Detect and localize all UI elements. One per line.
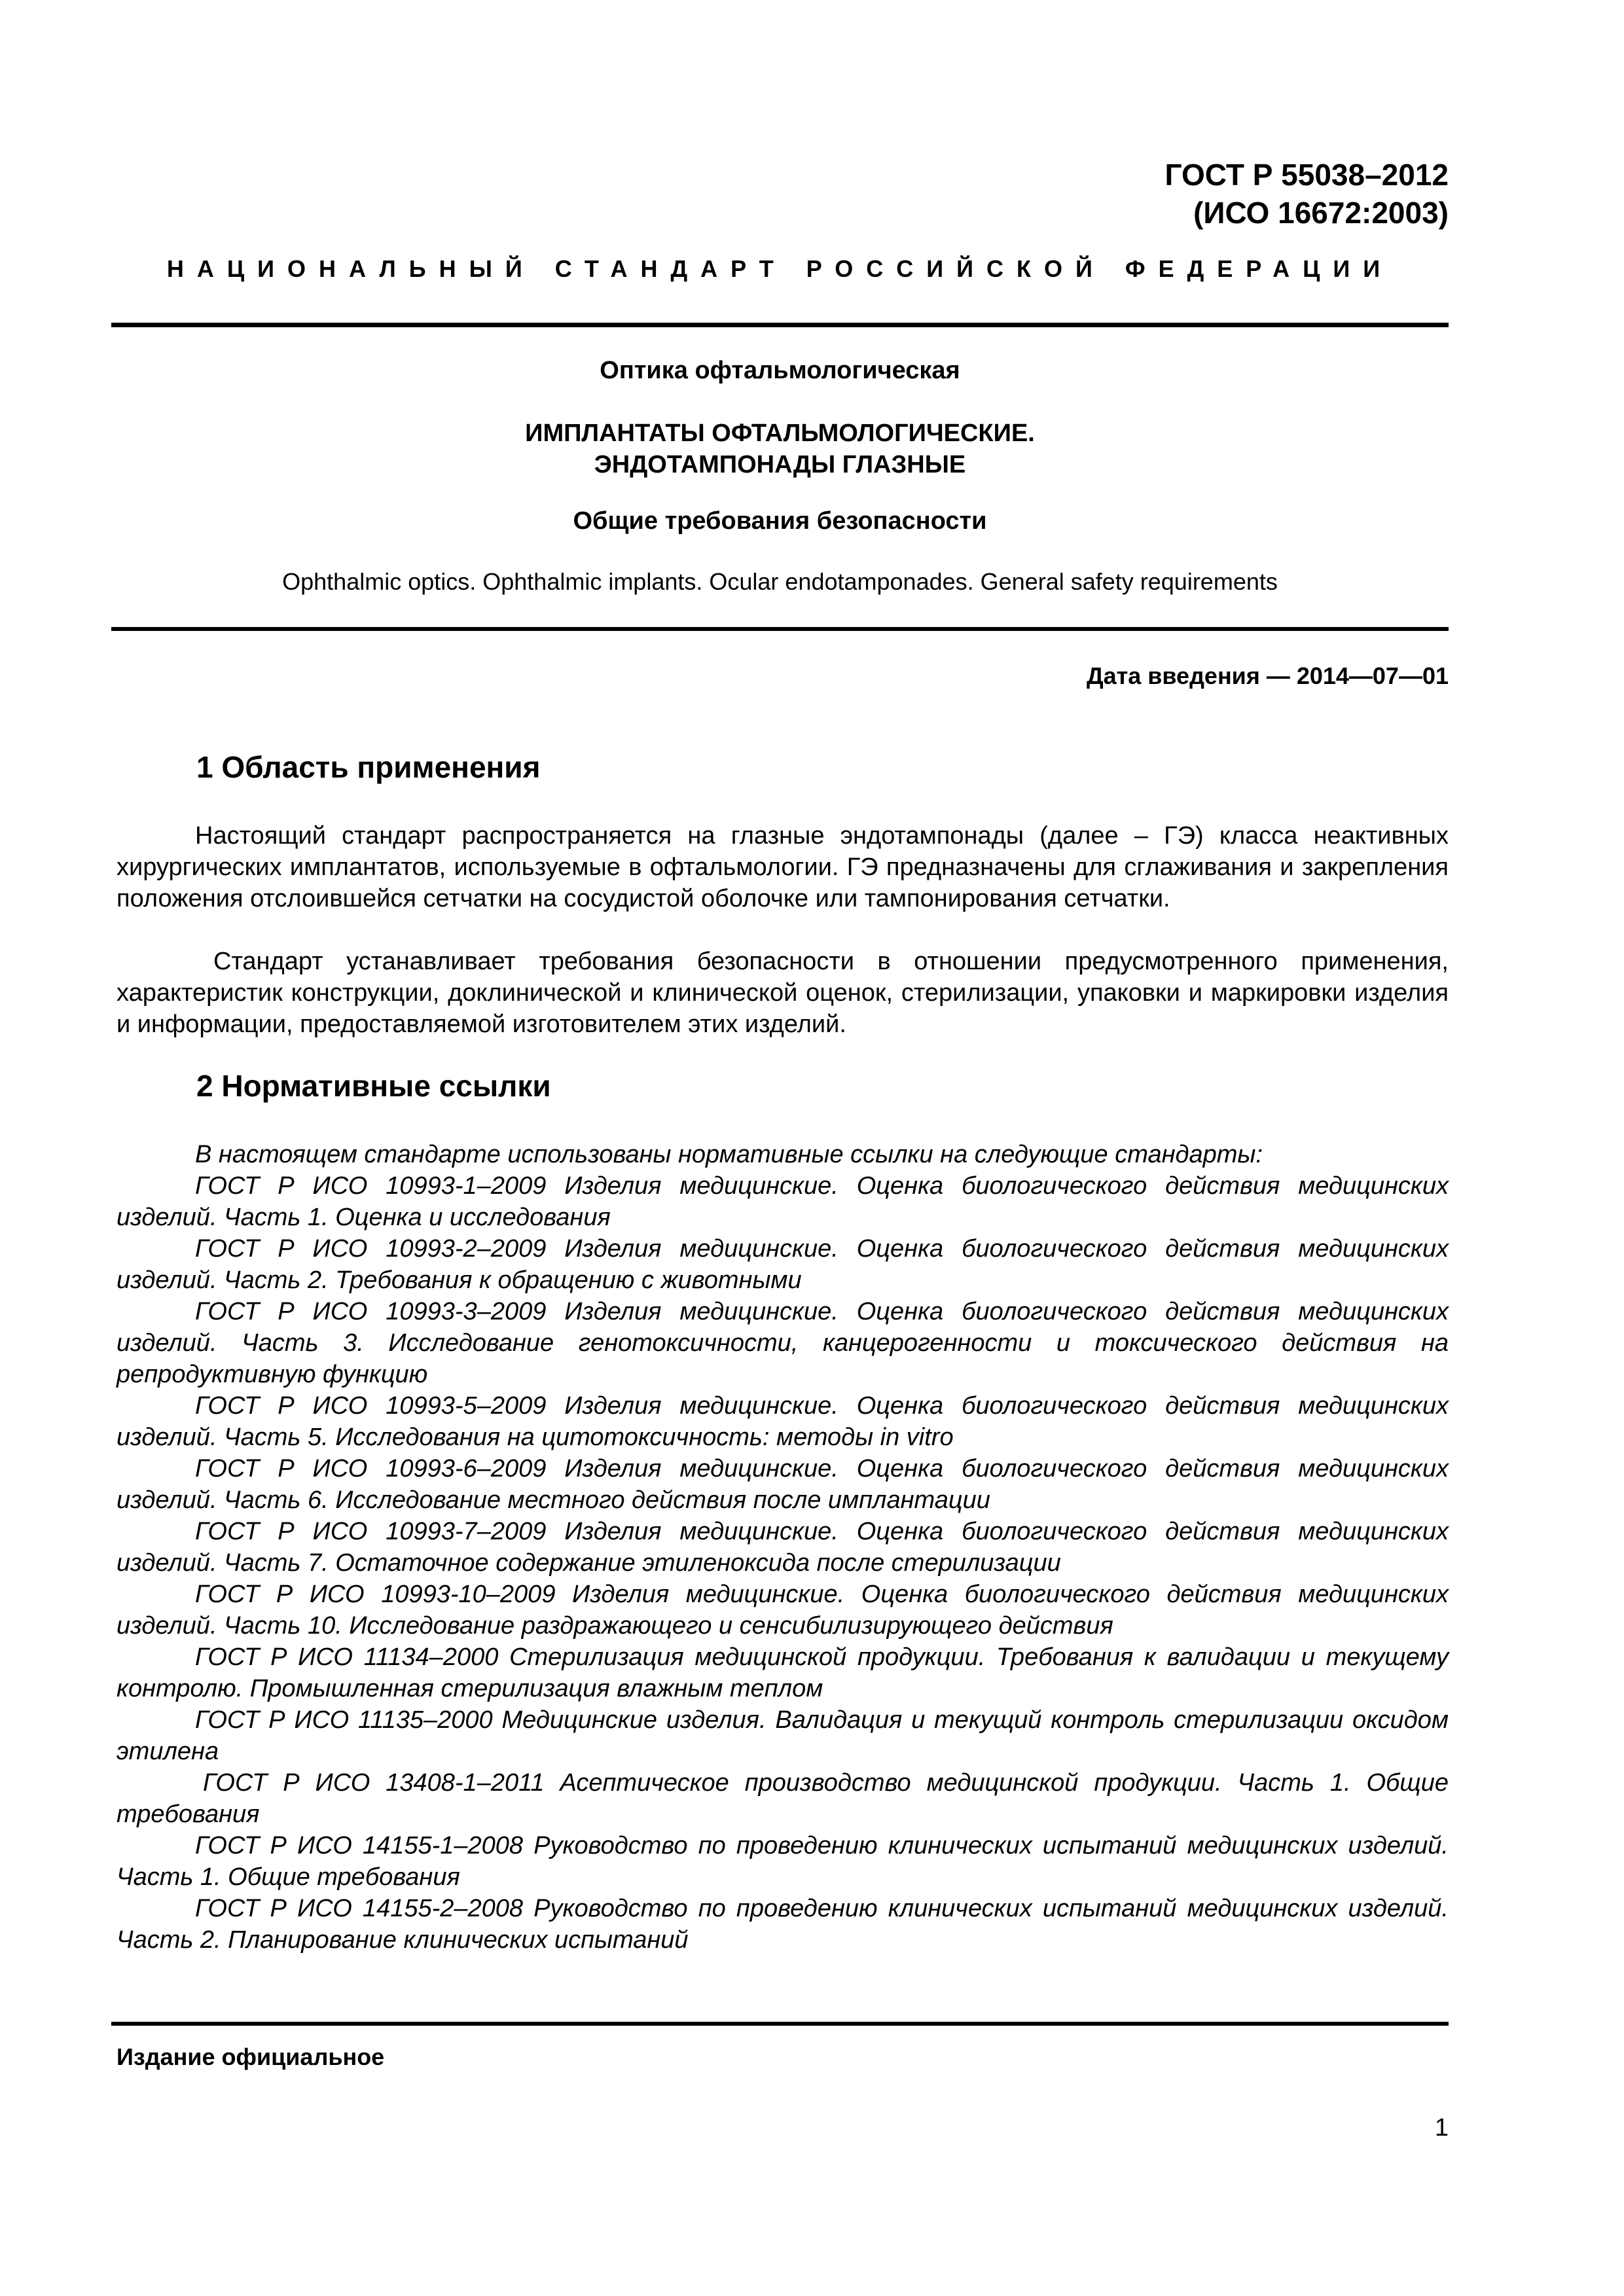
section-2-heading: 2 Нормативные ссылки — [196, 1069, 551, 1103]
reference-item: ГОСТ Р ИСО 10993-2–2009 Изделия медицинские. Оценка биологического действия медицинских изделий. Часть 2. Требования к обращению с животными — [117, 1235, 1449, 1294]
reference-item: ГОСТ Р ИСО 14155-1–2008 Руководство по проведению клинических испытаний медицинских изделий. Часть 1. Общие требования — [117, 1832, 1449, 1891]
top-divider — [111, 323, 1449, 327]
title-line-1: ИМПЛАНТАТЫ ОФТАЛЬМОЛОГИЧЕСКИЕ. — [525, 420, 1035, 447]
section-1-paragraph-1: Настоящий стандарт распространяется на глазные эндотампонады (далее – ГЭ) класса неактивных хирургических имплантатов, используемые в офтальмологии. ГЭ предназначены для сглаживания и закрепления положения отслоившейся сетчатки на сосудистой оболочке или тампонирования сетчатки. — [117, 822, 1449, 912]
middle-divider — [111, 627, 1449, 631]
section-1-heading: 1 Область применения — [196, 750, 541, 784]
document-title — [111, 418, 1449, 480]
designation-iso: (ИСО 16672:2003) — [1193, 196, 1449, 230]
normative-references — [117, 1139, 1449, 1956]
document-subtitle: Оптика офтальмологическая — [600, 357, 960, 384]
reference-item: ГОСТ Р ИСО 14155-2–2008 Руководство по проведению клинических испытаний медицинских изделий. Часть 2. Планирование клинических испытаний — [117, 1895, 1449, 1954]
english-title: Ophthalmic optics. Ophthalmic implants. Ocular endotamponades. General safety requirements — [282, 568, 1278, 595]
introduction-date: Дата введения — 2014—07—01 — [1086, 662, 1449, 689]
reference-item: ГОСТ Р ИСО 10993-7–2009 Изделия медицинские. Оценка биологического действия медицинских изделий. Часть 7. Остаточное содержание этиленоксида после стерилизации — [117, 1518, 1449, 1577]
reference-item: ГОСТ Р ИСО 11134–2000 Стерилизация медицинской продукции. Требования к валидации и текущему контролю. Промышленная стерилизация влажным теплом — [117, 1643, 1449, 1702]
reference-item: ГОСТ Р ИСО 10993-10–2009 Изделия медицинские. Оценка биологического действия медицинских изделий. Часть 10. Исследование раздражающего и сенсибилизирующего действия — [117, 1581, 1449, 1640]
reference-item: ГОСТ Р ИСО 10993-6–2009 Изделия медицинские. Оценка биологического действия медицинских изделий. Часть 6. Исследование местного действия после имплантации — [117, 1455, 1449, 1514]
standard-designation — [1165, 156, 1449, 232]
page-number: 1 — [1434, 2114, 1449, 2142]
designation-number: ГОСТ Р 55038–2012 — [1164, 158, 1449, 192]
reference-item: ГОСТ Р ИСО 10993-1–2009 Изделия медицинские. Оценка биологического действия медицинских изделий. Часть 1. Оценка и исследования — [117, 1172, 1449, 1231]
title-line-2: ЭНДОТАМПОНАДЫ ГЛАЗНЫЕ — [594, 451, 966, 478]
national-standard-banner: НАЦИОНАЛЬНЫЙ СТАНДАРТ РОССИЙСКОЙ ФЕДЕРАЦИИ — [166, 255, 1394, 282]
section-1-paragraph-2: Стандарт устанавливает требования безопасности в отношении предусмотренного применения, характеристик конструкции, доклинической и клинической оценок, стерилизации, упаковки и маркировки изделия и информации, предоставляемой изготовителем этих изделий. — [117, 948, 1449, 1038]
reference-item: ГОСТ Р ИСО 10993-5–2009 Изделия медицинские. Оценка биологического действия медицинских изделий. Часть 5. Исследования на цитотоксичность: методы in vitro — [117, 1392, 1449, 1451]
references-intro: В настоящем стандарте использованы нормативные ссылки на следующие стандарты: — [195, 1141, 1263, 1168]
reference-item: ГОСТ Р ИСО 13408-1–2011 Асептическое производство медицинской продукции. Часть 1. Общие требования — [117, 1769, 1449, 1828]
official-edition-label: Издание официальное — [117, 2043, 385, 2070]
document-subtitle-2: Общие требования безопасности — [573, 507, 987, 535]
bottom-divider — [111, 2022, 1449, 2026]
reference-item: ГОСТ Р ИСО 11135–2000 Медицинские изделия. Валидация и текущий контроль стерилизации оксидом этилена — [117, 1706, 1449, 1765]
reference-item: ГОСТ Р ИСО 10993-3–2009 Изделия медицинские. Оценка биологического действия медицинских изделий. Часть 3. Исследование генотоксичности, канцерогенности и токсического действия на репродуктивную функцию — [117, 1298, 1449, 1388]
